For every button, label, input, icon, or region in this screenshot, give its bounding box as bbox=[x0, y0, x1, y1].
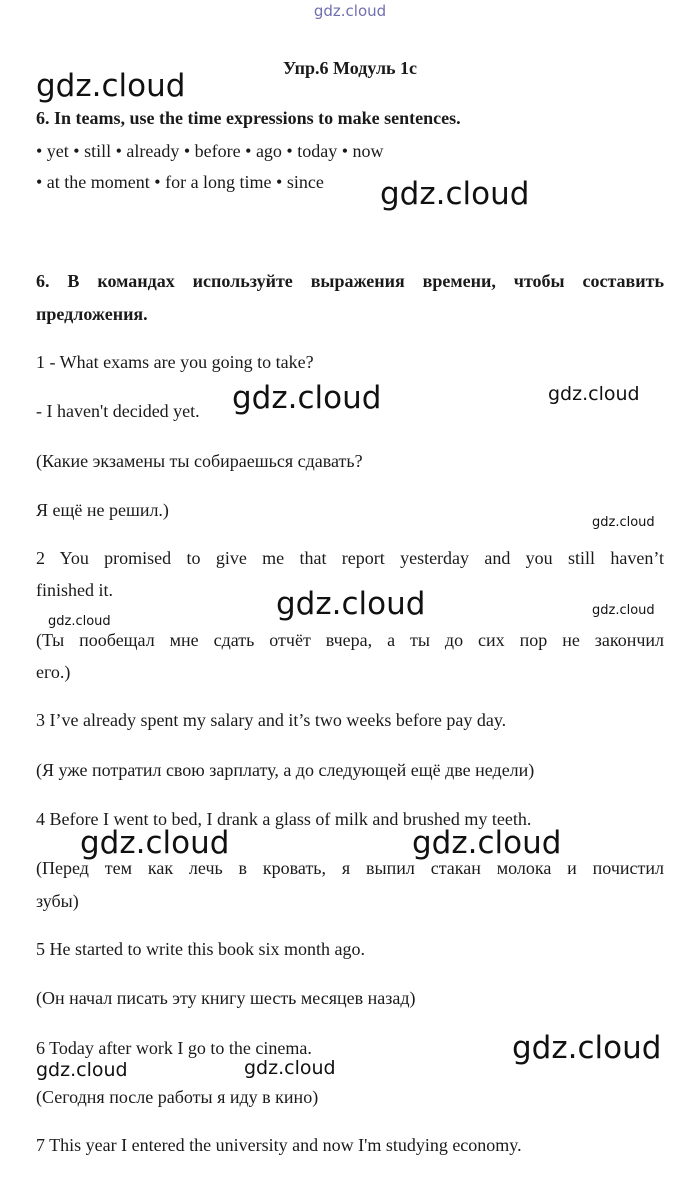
watermark: gdz.cloud bbox=[232, 380, 382, 416]
answer-3-en: 3 I’ve already spent my salary and it’s two weeks before pay day. bbox=[36, 710, 507, 730]
watermark: gdz.cloud bbox=[592, 515, 655, 530]
watermark: gdz.cloud bbox=[548, 383, 640, 405]
answer-2-en-line-2: finished it. bbox=[36, 580, 113, 600]
answer-1-en-line-2: - I haven't decided yet. bbox=[36, 401, 200, 421]
expressions-line-2: • at the moment • for a long time • since bbox=[36, 172, 324, 192]
watermark: gdz.cloud bbox=[80, 825, 230, 861]
task-title-ru-line-2: предложения. bbox=[36, 304, 148, 324]
answer-5-en: 5 He started to write this book six month ago. bbox=[36, 939, 365, 959]
watermark: gdz.cloud bbox=[48, 614, 111, 629]
expressions-line-1: • yet • still • already • before • ago • today • now bbox=[36, 141, 384, 161]
watermark: gdz.cloud bbox=[36, 1059, 128, 1081]
answer-2-en-line-1: 2 You promised to give me that report yesterday and you still haven’t bbox=[36, 548, 664, 568]
page-title: Упр.6 Модуль 1с bbox=[282, 58, 418, 78]
answer-1-ru-line-1: (Какие экзамены ты собираешься сдавать? bbox=[36, 451, 363, 471]
answer-2-ru-line-2: его.) bbox=[36, 662, 71, 682]
watermark: gdz.cloud bbox=[36, 68, 186, 104]
answer-4-ru-line-2: зубы) bbox=[36, 891, 79, 911]
task-title-en: 6. In teams, use the time expressions to make sentences. bbox=[36, 108, 461, 128]
watermark: gdz.cloud bbox=[276, 586, 426, 622]
watermark-top: gdz.cloud bbox=[313, 2, 387, 20]
answer-1-ru-line-2: Я ещё не решил.) bbox=[36, 500, 169, 520]
answer-6-ru: (Сегодня после работы я иду в кино) bbox=[36, 1087, 319, 1107]
task-title-ru-line-1: 6. В командах используйте выражения времени, чтобы составить bbox=[36, 271, 664, 291]
watermark: gdz.cloud bbox=[380, 176, 530, 212]
answer-4-en: 4 Before I went to bed, I drank a glass of milk and brushed my teeth. bbox=[36, 809, 532, 829]
answer-7-en: 7 This year I entered the university and now I'm studying economy. bbox=[36, 1135, 522, 1155]
answer-2-ru-line-1: (Ты пообещал мне сдать отчёт вчера, а ты до сих пор не закончил bbox=[36, 630, 664, 650]
answer-5-ru: (Он начал писать эту книгу шесть месяцев назад) bbox=[36, 988, 416, 1008]
answer-3-ru: (Я уже потратил свою зарплату, а до следующей ещё две недели) bbox=[36, 760, 535, 780]
watermark: gdz.cloud bbox=[412, 825, 562, 861]
watermark: gdz.cloud bbox=[244, 1057, 336, 1079]
answer-4-ru-line-1: (Перед тем как лечь в кровать, я выпил стакан молока и почистил bbox=[36, 858, 664, 878]
answer-6-en: 6 Today after work I go to the cinema. bbox=[36, 1038, 312, 1058]
watermark: gdz.cloud bbox=[512, 1030, 662, 1066]
answer-1-en-line-1: 1 - What exams are you going to take? bbox=[36, 352, 314, 372]
watermark: gdz.cloud bbox=[592, 603, 655, 618]
